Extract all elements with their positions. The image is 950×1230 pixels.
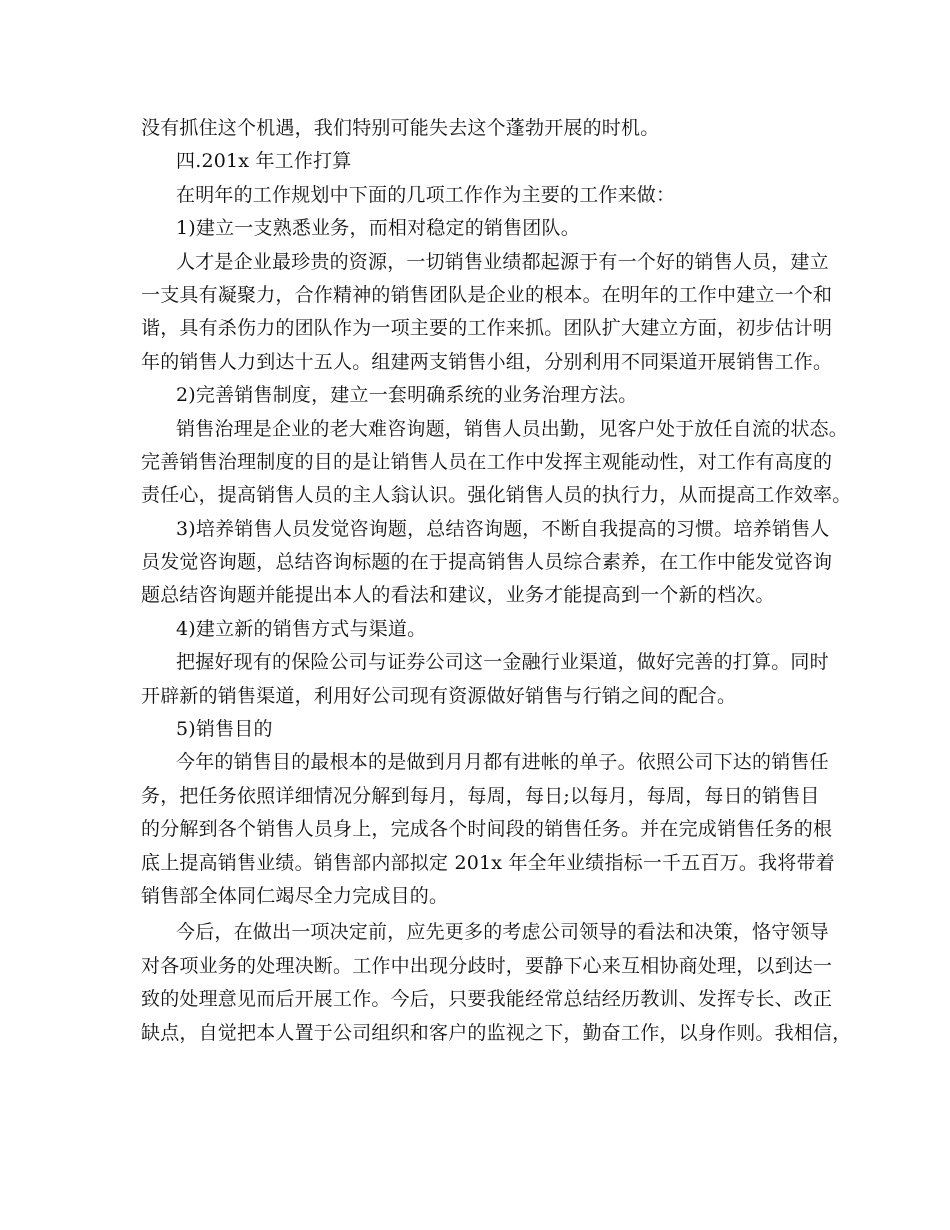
paragraph-line: 一支具有凝聚力，合作精神的销售团队是企业的根本。在明年的工作中建立一个和 (141, 283, 833, 306)
paragraph-line: 底上提高销售业绩。销售部内部拟定 201x 年全年业绩指标一千五百万。我将带着 (141, 851, 835, 874)
section-heading: 四.201x 年工作打算 (176, 150, 352, 173)
paragraph-line: 谐，具有杀伤力的团队作为一项主要的工作来抓。团队扩大建立方面，初步估计明 (141, 317, 833, 340)
paragraph-line: 的分解到各个销售人员身上，完成各个时间段的销售任务。并在完成销售任务的根 (141, 818, 833, 841)
list-item-heading-5: 5)销售目的 (176, 718, 273, 741)
list-item-heading-3: 3)培养销售人员发觉咨询题，总结咨询题，不断自我提高的习惯。培养销售人 (176, 517, 830, 540)
paragraph-line: 销售治理是企业的老大难咨询题，销售人员出勤，见客户处于放任自流的状态。 (176, 417, 849, 440)
paragraph-line: 年的销售人力到达十五人。组建两支销售小组，分别利用不同渠道开展销售工作。 (141, 350, 833, 373)
paragraph-line: 今后，在做出一项决定前，应先更多的考虑公司领导的看法和决策，恪守领导 (176, 921, 829, 944)
paragraph-line: 题总结咨询题并能提出本人的看法和建议，业务才能提高到一个新的档次。 (141, 584, 775, 607)
paragraph-line: 把握好现有的保险公司与证券公司这一金融行业渠道，做好完善的打算。同时 (176, 651, 829, 674)
paragraph-line: 今年的销售目的最根本的是做到月月都有进帐的单子。依照公司下达的销售任 (176, 751, 829, 774)
list-item-heading-2: 2)完善销售制度，建立一套明确系统的业务治理方法。 (176, 384, 638, 407)
paragraph-line: 开辟新的销售渠道，利用好公司现有资源做好销售与行销之间的配合。 (141, 684, 737, 707)
paragraph-intro: 在明年的工作规划中下面的几项工作作为主要的工作来做： (176, 183, 676, 206)
list-item-heading-4: 4)建立新的销售方式与渠道。 (176, 617, 427, 640)
paragraph-line: 责任心，提高销售人员的主人翁认识。强化销售人员的执行力，从而提高工作效率。 (141, 484, 852, 507)
paragraph-line: 务，把任务依照详细情况分解到每月，每周，每日;以每月，每周，每日的销售目 (141, 784, 820, 807)
paragraph-line: 人才是企业最珍贵的资源，一切销售业绩都起源于有一个好的销售人员，建立 (176, 250, 829, 273)
list-item-heading-1: 1)建立一支熟悉业务，而相对稳定的销售团队。 (176, 217, 580, 240)
paragraph-line: 员发觉咨询题，总结咨询标题的在于提高销售人员综合素养，在工作中能发觉咨询 (141, 551, 833, 574)
paragraph-line: 致的处理意见而后开展工作。今后，只要我能经常总结经历教训、发挥专长、改正 (141, 988, 833, 1011)
paragraph-line: 完善销售治理制度的目的是让销售人员在工作中发挥主观能动性，对工作有高度的 (141, 450, 833, 473)
paragraph-line: 缺点，自觉把本人置于公司组织和客户的监视之下，勤奋工作，以身作则。我相信， (141, 1021, 852, 1044)
paragraph-line: 对各项业务的处理决断。工作中出现分歧时，要静下心来互相协商处理，以到达一 (141, 954, 833, 977)
paragraph-line-continuation: 没有抓住这个机遇，我们特别可能失去这个蓬勃开展的时机。 (141, 117, 660, 139)
paragraph-line: 销售部全体同仁竭尽全力完成目的。 (141, 884, 449, 907)
document-body (141, 112, 852, 1050)
